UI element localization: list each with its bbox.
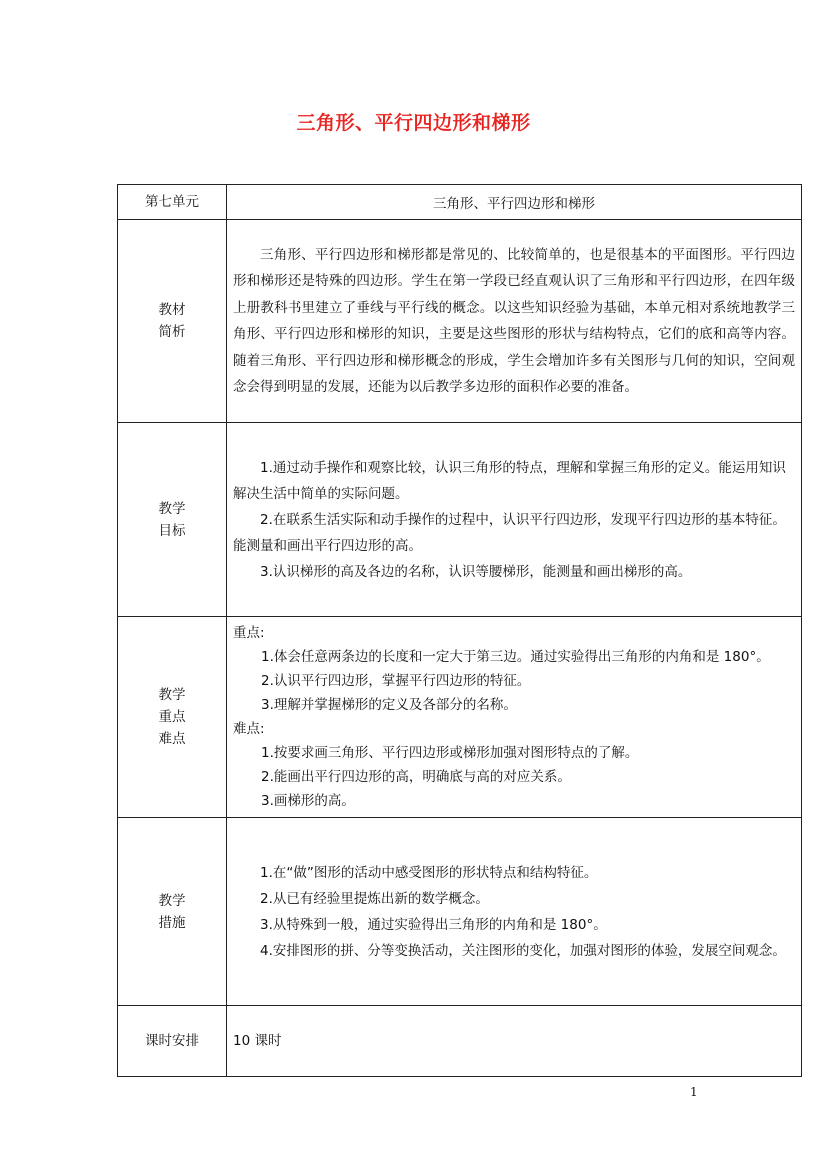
schedule-value: 10 课时 [227, 1006, 802, 1077]
measures-label [118, 818, 227, 1006]
goal-item-3: 3.认识梯形的高及各边的名称，认识等腰梯形，能测量和画出梯形的高。 [260, 563, 692, 580]
analysis-label-line2: 简析 [158, 324, 186, 340]
diff-item-2: 2.能画出平行四边形的高，明确底与高的对应关系。 [261, 769, 571, 785]
diff-item-3: 3.画梯形的高。 [261, 793, 355, 809]
keypoints-content [227, 617, 802, 818]
measure-item-2: 2.从已有经验里提炼出新的数学概念。 [260, 890, 489, 907]
table-row-schedule [118, 1006, 802, 1077]
measure-item-1: 1.在“做”图形的活动中感受图形的形状特点和结构特征。 [260, 864, 598, 881]
diff-heading: 难点: [233, 721, 265, 737]
schedule-label: 课时安排 [118, 1006, 227, 1077]
page-number: 1 [690, 1085, 698, 1099]
table-row-measures [118, 818, 802, 1006]
key-item-3: 3.理解并掌握梯形的定义及各部分的名称。 [261, 697, 517, 713]
analysis-label [118, 220, 227, 423]
keypoints-label [118, 617, 227, 818]
table-row-unit [118, 185, 802, 220]
goals-label [118, 423, 227, 617]
measures-label-line2: 措施 [158, 914, 186, 931]
keypoints-label-line1: 教学 [158, 687, 186, 703]
goal-item-2: 2.在联系生活实际和动手操作的过程中，认识平行四边形，发现平行四边形的基本特征。能测量和画出平行四边形的高。 [233, 511, 786, 554]
table-row-analysis [118, 220, 802, 423]
goals-label-line2: 目标 [158, 522, 186, 539]
measures-content [227, 818, 802, 1006]
key-heading: 重点: [233, 625, 265, 641]
unit-label: 第七单元 [118, 185, 227, 220]
key-item-1: 1.体会任意两条边的长度和一定大于第三边。通过实验得出三角形的内角和是 180°。 [261, 649, 770, 665]
measures-label-line1: 教学 [158, 892, 186, 909]
document-title: 三角形、平行四边形和梯形 [296, 112, 531, 134]
table-row-keypoints [118, 617, 802, 818]
keypoints-label-line3: 难点 [158, 731, 186, 747]
lesson-plan-table [117, 184, 802, 1077]
goals-content [227, 423, 802, 617]
diff-item-1: 1.按要求画三角形、平行四边形或梯形加强对图形特点的了解。 [261, 745, 639, 761]
analysis-text: 三角形、平行四边形和梯形都是常见的、比较简单的，也是很基本的平面图形。平行四边形和梯形还是特殊的四边形。学生在第一学段已经直观认识了三角形和平行四边形，在四年级上册教科书里建立了垂线与平行线的概念。以这些知识经验为基础，本单元相对系统地教学三角形、平行四边形和梯形的知识，主要是这些图形的形状与结构特点，它们的底和高等内容。随着三角形、平行四边形和梯形概念的形成，学生会增加许多有关图形与几何的知识，空间观念会得到明显的发展，还能为以后教学多边形的面积作必要的准备。 [233, 246, 795, 395]
measure-item-4: 4.安排图形的拼、分等变换活动，关注图形的变化，加强对图形的体验，发展空间观念。 [260, 942, 786, 959]
analysis-content [227, 220, 802, 423]
goal-item-1: 1.通过动手操作和观察比较，认识三角形的特点，理解和掌握三角形的定义。能运用知识解决生活中简单的实际问题。 [233, 459, 786, 502]
unit-value: 三角形、平行四边形和梯形 [227, 185, 802, 220]
analysis-label-line1: 教材 [158, 302, 186, 318]
measure-item-3: 3.从特殊到一般，通过实验得出三角形的内角和是 180°。 [260, 916, 607, 933]
goals-label-line1: 教学 [158, 500, 186, 517]
table-row-goals [118, 423, 802, 617]
keypoints-label-line2: 重点 [158, 709, 186, 725]
key-item-2: 2.认识平行四边形，掌握平行四边形的特征。 [261, 673, 531, 689]
